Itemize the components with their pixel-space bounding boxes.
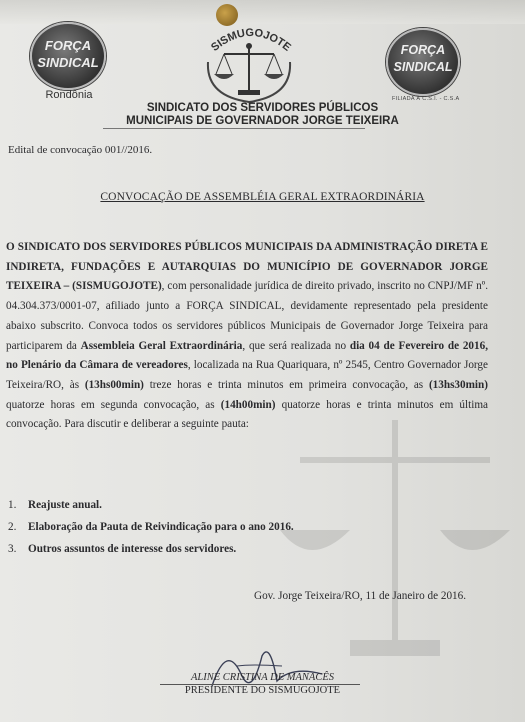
- agenda-text: Outros assuntos de interesse dos servidores.: [28, 543, 237, 555]
- body-b5: (14h00min): [220, 398, 276, 411]
- body-lead-bold: O SINDICATO DOS SERVIDORES PÚBLICOS MUNICIPAIS DA ADMINISTRAÇÃO DIRETA E INDIRETA, FUNDAÇÕES E AUTARQUIAS DO MUNICÍPIO DE GOVERNADOR JORGE TEIXEIRA – (SISMUGOJOTE): [6, 241, 488, 293]
- list-item: [8, 516, 294, 538]
- edital-number: Edital de convocação 001//2016.: [8, 144, 153, 156]
- agenda-number: 2.: [8, 521, 17, 533]
- body-b3: (13hs00min): [84, 378, 144, 391]
- body-b1: Assembleia Geral Extraordinária: [80, 339, 243, 352]
- body-p3: , localizada na Rua Quariquara, nº 2545, Centro Governador Jorge Teixeira/RO, às: [6, 359, 488, 391]
- svg-text:SISMUGOJOTE: [209, 27, 293, 54]
- date-line: Gov. Jorge Teixeira/RO, 11 de Janeiro de 2016.: [254, 590, 467, 602]
- agenda-text: Reajuste anual.: [28, 499, 102, 511]
- list-item: [8, 538, 294, 560]
- signer-role: PRESIDENTE DO SISMUGOJOTE: [184, 685, 341, 696]
- agenda-text: Elaboração da Pauta de Reivindicação para o ano 2016.: [28, 521, 294, 533]
- body-b2: dia 04 de Fevereiro de 2016, no Plenário da Câmara de vereadores: [6, 339, 488, 372]
- body-p4: treze horas e trinta minutos em primeira convocação, as: [143, 378, 429, 391]
- sismugojote-arc-label: [196, 16, 306, 66]
- logo-left-line2: SINDICAL: [37, 55, 99, 70]
- forca-sindical-logo-right: [386, 28, 460, 96]
- agenda-number: 1.: [8, 499, 17, 511]
- body-p6: quatorze horas e trinta minutos em última convocação. Para discutir e deliberar a seguinte pauta:: [6, 398, 488, 431]
- forca-sindical-logo-left: [30, 22, 106, 90]
- logo-left-line1: FORÇA: [44, 38, 92, 53]
- agenda-list: [8, 494, 294, 560]
- logo-right-line1: FORÇA: [400, 43, 446, 57]
- signer-name: ALINE CRISTINA DE MANACÊS: [190, 672, 334, 683]
- list-item: [8, 494, 294, 516]
- document-title: CONVOCAÇÃO DE ASSEMBLÉIA GERAL EXTRAORDINÁRIA: [100, 191, 425, 203]
- sismugojote-text: SISMUGOJOTE: [209, 26, 293, 54]
- body-paragraph: [6, 238, 488, 435]
- agenda-number: 3.: [8, 543, 17, 555]
- state-label: Rondônia: [45, 89, 93, 101]
- union-name-line1: SINDICATO DOS SERVIDORES PÚBLICOS: [146, 102, 379, 114]
- body-b4: (13hs30min): [428, 378, 488, 391]
- union-name-line2: MUNICIPAIS DE GOVERNADOR JORGE TEIXEIRA: [126, 115, 399, 127]
- body-p1: , com personalidade jurídica de direito privado, inscrito no CNPJ/MF nº. 04.304.373/0001-07, afiliado junto a FORÇA SINDICAL, devidamente representado pela presidente abaixo subscrito. Convoca todos os servidores públicos Municipais de Governador Jorge Teixeira para participarem da: [6, 280, 488, 352]
- body-p2: , que será realizada no: [242, 339, 350, 352]
- header-rule: [103, 128, 365, 129]
- affiliation-label: FILIADA À C.S.I. - C.S.A: [392, 96, 460, 102]
- logo-right-line2: SINDICAL: [393, 60, 453, 74]
- body-p5: quatorze horas em segunda convocação, as: [6, 398, 221, 411]
